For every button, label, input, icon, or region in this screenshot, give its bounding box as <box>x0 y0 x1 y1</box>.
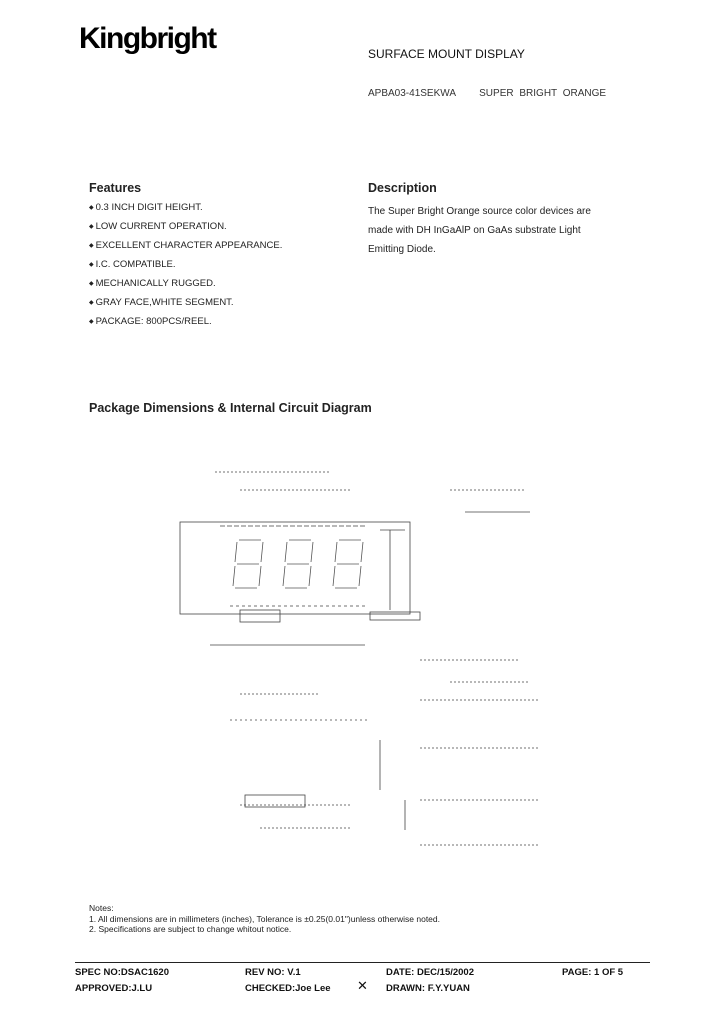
rev-no: REV NO: V.1 <box>245 967 301 978</box>
digit-3 <box>333 540 363 588</box>
drawn-by: DRAWN: F.Y.YUAN <box>386 983 470 994</box>
feature-item: ◆ I.C. COMPATIBLE. <box>89 259 282 278</box>
part-description: SUPER BRIGHT ORANGE <box>479 88 607 99</box>
description-heading: Description <box>368 181 437 195</box>
notes <box>89 903 440 935</box>
note-item: 2. Specifications are subject to change whitout notice. <box>89 924 292 934</box>
features-heading: Features <box>89 181 142 195</box>
features-list <box>89 202 282 335</box>
signature-mark-icon: ✕ <box>357 978 368 993</box>
spec-no: SPEC NO:DSAC1620 <box>75 967 169 978</box>
package-outline <box>180 522 410 614</box>
description-text: The Super Bright Orange source color devices are made with DH InGaAlP on GaAs substrate Light Emitting Diode. <box>368 206 591 255</box>
approved-by: APPROVED:J.LU <box>75 983 153 994</box>
digit-1 <box>233 540 263 588</box>
part-line <box>368 88 606 99</box>
date: DATE: DEC/15/2002 <box>386 967 474 978</box>
feature-item: ◆ LOW CURRENT OPERATION. <box>89 221 282 240</box>
feature-item: ◆ GRAY FACE,WHITE SEGMENT. <box>89 297 282 316</box>
package-drawing <box>150 460 550 860</box>
feature-item: ◆ 0.3 INCH DIGIT HEIGHT. <box>89 202 282 221</box>
feature-item: ◆ EXCELLENT CHARACTER APPEARANCE. <box>89 240 282 259</box>
part-number: APBA03-41SEKWA <box>368 88 457 99</box>
document-type: SURFACE MOUNT DISPLAY <box>368 47 525 61</box>
circuit-diagram <box>380 660 540 845</box>
pad <box>370 612 420 620</box>
brand-logo: Kingbright <box>79 22 216 55</box>
page-number: PAGE: 1 OF 5 <box>562 967 624 978</box>
note-item: 1. All dimensions are in millimeters (inches), Tolerance is ±0.25(0.01")unless otherwise noted. <box>89 913 440 924</box>
package-heading: Package Dimensions & Internal Circuit Diagram <box>89 401 372 415</box>
checked-by: CHECKED:Joe Lee <box>245 983 331 994</box>
feature-item: ◆ PACKAGE: 800PCS/REEL. <box>89 316 282 335</box>
pad <box>240 610 280 622</box>
footer-divider <box>75 962 650 963</box>
notes-title: Notes: <box>89 903 114 913</box>
digit-2 <box>283 540 313 588</box>
feature-item: ◆ MECHANICALLY RUGGED. <box>89 278 282 297</box>
